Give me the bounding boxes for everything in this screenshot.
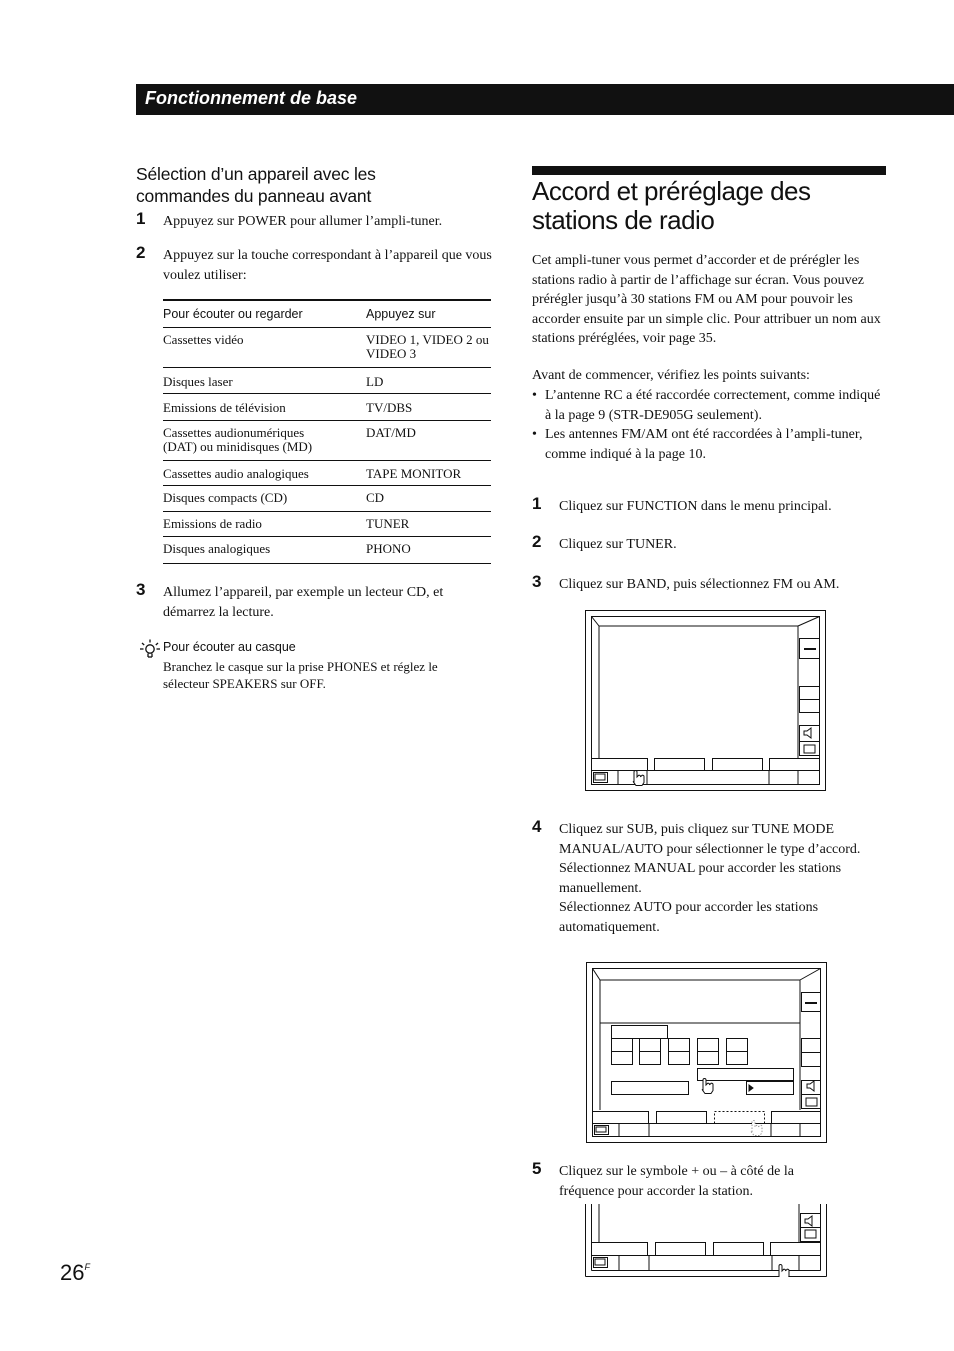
intro-paragraph: Cet ampli-tuner vous permet d’accorder et de prérégler les stations radio à partir de l’affichage sur écran. Vous pouvez prérégler jusqu’à 30 stations FM ou AM pour pouvoir les accorder ensuite par un simple clic. Pour attribuer un nom aux stations préréglées, voir page 35. [532, 253, 881, 346]
table-row [163, 512, 491, 538]
step-text: Cliquez sur le symbole + ou – à côté de la fréquence pour accorder la station. [559, 1164, 794, 1199]
table-header-cell: Pour écouter ou regarder [163, 307, 303, 321]
table-cell: VIDEO 1, VIDEO 2 ou VIDEO 3 [366, 331, 489, 361]
tip-text: Branchez le casque sur la prise PHONES et réglez le sélecteur SPEAKERS sur OFF. [163, 659, 438, 691]
checklist [532, 386, 889, 464]
section-header-bar [136, 84, 954, 115]
table-row [163, 537, 491, 564]
step-number: 4 [532, 817, 542, 836]
step-text: Cliquez sur FUNCTION dans le menu principal. [559, 499, 832, 514]
page-number: $26^F$ [60, 1260, 90, 1285]
table-cell: LD [366, 373, 384, 389]
list-item: • Les antennes FM/AM ont été raccordées à l’ampli-tuner, comme indiqué à la page 10. [532, 427, 863, 462]
source-table [163, 299, 491, 564]
table-cell: Disques analogiques [163, 541, 271, 556]
table-cell: Cassettes audio analogiques [163, 465, 309, 481]
step-number: 1 [532, 494, 542, 513]
table-cell: Cassettes vidéo [163, 331, 244, 347]
step-number: 1 [136, 209, 146, 228]
page-title: Accord et préréglage des stations de radio [532, 176, 811, 235]
table-cell: CD [366, 490, 385, 505]
table-row [163, 368, 491, 395]
step-text: Allumez l’appareil, par exemple un lecteur CD, et démarrez la lecture. [163, 585, 444, 620]
step-number: 3 [136, 580, 146, 599]
table-row [163, 421, 491, 461]
step-text: Appuyez sur POWER pour allumer l’ampli-tuner. [163, 214, 443, 229]
title-rule [532, 166, 886, 175]
table-cell: DAT/MD [366, 424, 416, 440]
screen-figure-tune-mode [586, 962, 827, 1143]
step-number: 2 [532, 532, 542, 551]
lightbulb-icon [139, 638, 161, 660]
screen-figure-tuner-menu [585, 610, 826, 791]
table-cell: TAPE MONITOR [366, 465, 462, 481]
left-heading-block [136, 163, 436, 207]
list-item: • L’antenne RC a été raccordée correctement, comme indiqué à la page 9 (STR-DE905G seulement). [532, 388, 881, 423]
table-row [163, 461, 491, 487]
right-title-block [532, 177, 882, 235]
step-text: Cliquez sur SUB, puis cliquez sur TUNE MODE MANUAL/AUTO pour sélectionner le type d’accord. Sélectionnez MANUAL pour accorder les stations manuellement. Sélectionnez AUTO pour accorder les stations automatiquement. [559, 822, 861, 935]
table-row [163, 486, 491, 512]
table-cell: Emissions de radio [163, 515, 262, 531]
step-number: 2 [136, 243, 146, 262]
table-cell: PHONO [366, 541, 411, 556]
table-header-cell: Appuyez sur [366, 307, 436, 321]
step-text: Cliquez sur TUNER. [559, 537, 677, 552]
table-cell: Emissions de télévision [163, 400, 286, 415]
before-text: Avant de commencer, vérifiez les points suivants: [532, 368, 810, 383]
step-text: Appuyez sur la touche correspondant à l’appareil que vous voulez utiliser: [163, 248, 492, 283]
step-number: 5 [532, 1159, 542, 1178]
table-cell: TV/DBS [366, 400, 413, 415]
left-heading: Sélection d’un appareil avec les commandes du panneau avant [136, 164, 376, 206]
table-row [163, 328, 491, 368]
table-row [163, 394, 491, 421]
table-cell: Disques compacts (CD) [163, 490, 288, 505]
screen-figure-tuning [585, 1204, 827, 1277]
tip-title: Pour écouter au casque [163, 640, 296, 654]
section-title: Fonctionnement de base [145, 88, 358, 108]
table-header-row [163, 301, 491, 328]
table-cell: Cassettes audionumériques (DAT) ou minidisques (MD) [163, 424, 313, 454]
table-cell: TUNER [366, 515, 410, 531]
step-text: Cliquez sur BAND, puis sélectionnez FM ou AM. [559, 577, 840, 592]
step-number: 3 [532, 572, 542, 591]
table-cell: Disques laser [163, 373, 233, 389]
